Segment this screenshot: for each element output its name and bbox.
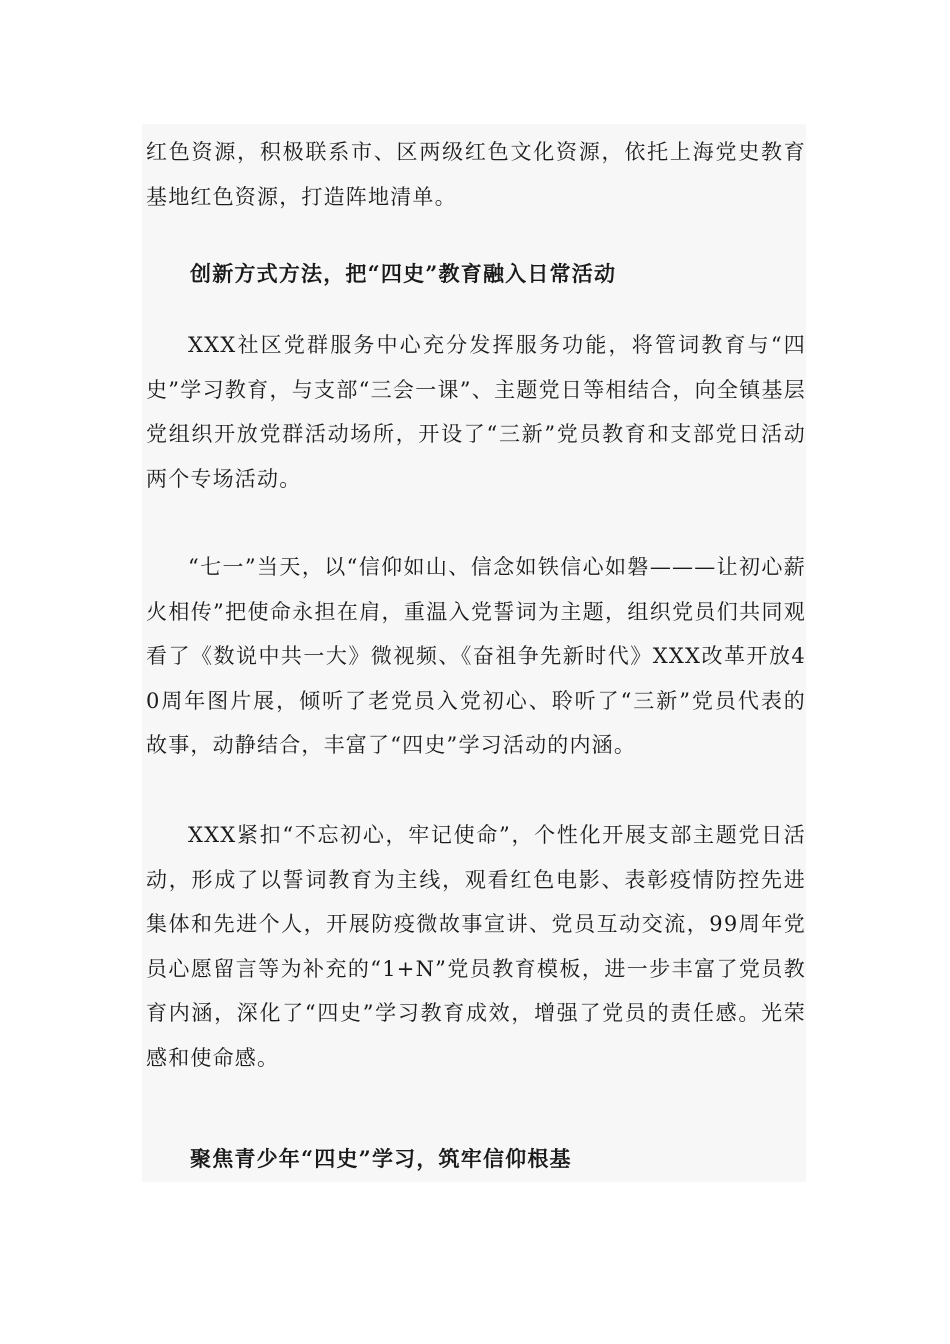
- section-heading-innovation: 创新方式方法，把“四史”教育融入日常活动: [190, 261, 617, 286]
- paragraph-branch-activity: XXX紧扣“不忘初心，牢记使命”，个性化开展支部主题党日活动，形成了以誓词教育为主线，观看红色电影、表彰疫情防控先进集体和先进个人，开展防疫微故事宣讲、党员互动交流，99周年党员心愿留言等为补充的“1+N”党员教育模板，进一步丰富了党员教育内涵，深化了“四史”学习教育成效，增强了党员的责任感。光荣感和使命感。: [146, 823, 806, 1070]
- paragraph-red-resources: 红色资源，积极联系市、区两级红色文化资源，依托上海党史教育基地红色资源，打造阵地清单。: [146, 140, 806, 209]
- paragraph-july-first: “七一”当天，以“信仰如山、信念如铁信心如磐———让初心薪火相传”把使命永担在肩，重温入党誓词为主题，组织党员们共同观看了《数说中共一大》微视频、《奋祖争先新时代》XXX改革开放40周年图片展，倾听了老党员入党初心、聆听了“三新”党员代表的故事，动静结合，丰富了“四史”学习活动的内涵。: [146, 555, 806, 757]
- section-heading-youth: 聚焦青少年“四史”学习，筑牢信仰根基: [190, 1146, 572, 1171]
- paragraph-community-center: XXX社区党群服务中心充分发挥服务功能，将管词教育与“四史”学习教育，与支部“三会一课”、主题党日等相结合，向全镇基层党组织开放党群活动场所，开设了“三新”党员教育和支部党日活动两个专场活动。: [146, 333, 806, 491]
